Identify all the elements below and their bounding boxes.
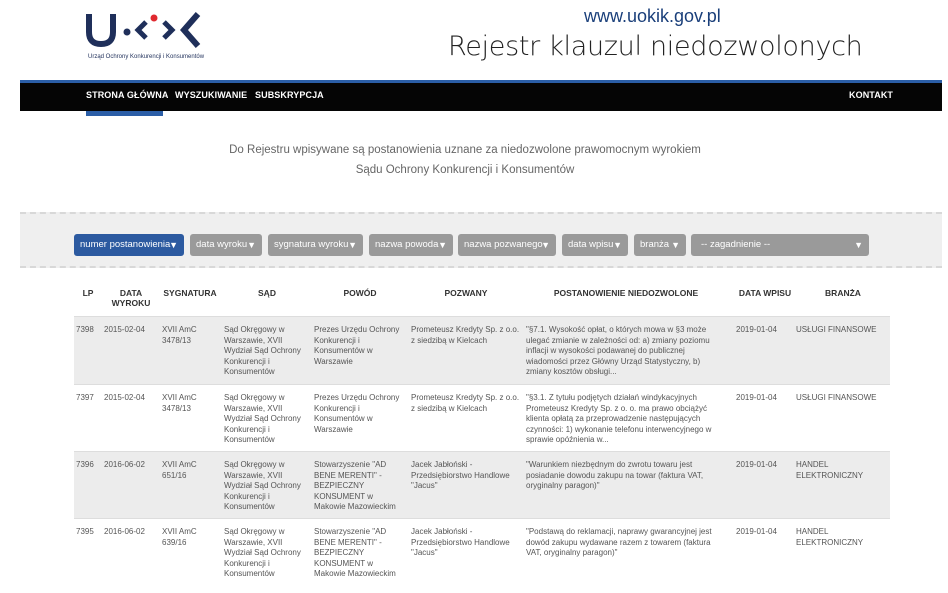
cell-postanowienie: "Podstawą do reklamacji, naprawy gwarancyjnej jest dowód zakupu wydawane razem z towarem (faktura VAT, oryginalny paragon)" [526,527,712,557]
cell-pozwany: Jacek Jabłoński - Przedsiębiorstwo Handlowe "Jacus" [411,527,510,557]
cell-sygnatura: XVII AmC 3478/13 [162,393,197,413]
filter-label: sygnatura wyroku [274,239,349,250]
filter-label: -- zagadnienie -- [701,239,771,250]
cell-data-wpisu: 2019-01-04 [736,393,777,402]
cell-data-wyroku: 2016-06-02 [104,460,145,469]
cell-sygnatura: XVII AmC 639/16 [162,527,197,547]
page-title: Rejestr klauzul niedozwolonych [448,31,863,62]
header-postanowienie: POSTANOWIENIE NIEDOZWOLONE [553,288,699,298]
cell-data-wpisu: 2019-01-04 [736,460,777,469]
header-powod: POWÓD [343,288,377,298]
cell-sad: Sąd Okręgowy w Warszawie, XVII Wydział Sąd Ochrony Konkurencji i Konsumentów [224,527,301,578]
cell-powod: Stowarzyszenie "AD BENE MERENTI" - BEZPIECZNY KONSUMENT w Makowie Mazowieckim [314,460,396,511]
cell-postanowienie: "Warunkiem niezbędnym do zwrotu towaru jest posiadanie dowodu zakupu na towar (faktura VAT, oryginalny paragon)" [526,460,704,490]
filter-branza[interactable] [634,234,686,256]
cell-powod: Prezes Urzędu Ochrony Konkurencji i Konsumentów w Warszawie [314,393,400,434]
filter-nazwa-powoda[interactable] [369,234,453,256]
filter-data-wyroku[interactable] [190,234,262,256]
cell-data-wyroku: 2015-02-04 [104,325,145,334]
cell-pozwany: Prometeusz Kredyty Sp. z o.o. z siedzibą w Kielcach [411,325,520,345]
cell-sygnatura: XVII AmC 3478/13 [162,325,197,345]
logo-caption: Urząd Ochrony Konkurencji i Konsumentów [88,54,205,60]
table-row[interactable] [74,518,890,586]
cell-sad: Sąd Okręgowy w Warszawie, XVII Wydział Sąd Ochrony Konkurencji i Konsumentów [224,460,301,511]
cell-postanowienie: "§7.1. Wysokość opłat, o których mowa w §3 może ulegać zmianie w zależności od: a) zmiany poziomu inflacji w wysokości podawanej do publicznej wiadomości przez Główny Urząd Statystyczny, b) zmiany kosztów obsługi... [526,325,710,376]
intro-line-2: Sądu Ochrony Konkurencji i Konsumentów [355,164,575,176]
caret-down-icon: ▼ [854,240,863,250]
nav-item-strona-glowna[interactable]: STRONA GŁÓWNA [86,90,169,100]
caret-down-icon: ▼ [348,240,357,250]
filter-label: numer postanowienia [80,239,171,250]
header-sygnatura: SYGNATURA [163,288,217,298]
header-branza: BRANŻA [825,288,861,298]
uokik-logo[interactable] [86,10,226,65]
filter-label: data wyroku [196,239,248,250]
caret-down-icon: ▼ [169,240,178,250]
nav-active-indicator [86,111,163,116]
table-row[interactable] [74,316,890,384]
intro-line-1: Do Rejestru wpisywane są postanowienia uznane za niedozwolone prawomocnym wyrokiem [229,144,701,156]
cell-lp: 7395 [76,527,94,536]
cell-data-wyroku: 2015-02-04 [104,393,145,402]
caret-down-icon: ▼ [671,240,680,250]
table-row[interactable] [74,384,890,451]
header-data-wpisu: DATA WPISU [738,288,792,298]
header-sad: SĄD [258,288,276,298]
cell-sad: Sąd Okręgowy w Warszawie, XVII Wydział Sąd Ochrony Konkurencji i Konsumentów [224,393,301,444]
filter-numer-postanowienia[interactable] [74,234,184,256]
intro-text [150,140,780,180]
cell-postanowienie: "§3.1. Z tytułu podjętych działań windykacyjnych Prometeusz Kredyty Sp. z o. o. ma prawo obciążyć klienta opłatą za przeprowadzenie następujących czynności: 1) wykonanie telefonu interwencyjnego w sprawie opóźnienia w... [526,393,712,444]
cell-data-wpisu: 2019-01-04 [736,325,777,334]
header-data-wyroku: DATA WYROKU [111,288,151,308]
cell-branza: USŁUGI FINANSOWE [796,393,877,402]
filter-label: branża [640,239,670,250]
filter-nazwa-pozwanego[interactable] [458,234,556,256]
filter-zagadnienie[interactable] [691,234,869,256]
nav-item-kontakt[interactable]: KONTAKT [849,90,894,100]
cell-powod: Stowarzyszenie "AD BENE MERENTI" - BEZPIECZNY KONSUMENT w Makowie Mazowieckim [314,527,396,578]
cell-powod: Prezes Urzędu Ochrony Konkurencji i Konsumentów w Warszawie [314,325,400,366]
uokik-logo-mark [86,10,211,50]
caret-down-icon: ▼ [247,240,256,250]
filter-label: data wpisu [568,239,614,250]
table-row[interactable] [74,451,890,518]
cell-pozwany: Jacek Jabłoński - Przedsiębiorstwo Handlowe "Jacus" [411,460,510,490]
cell-data-wyroku: 2016-06-02 [104,527,145,536]
nav-item-wyszukiwanie[interactable]: WYSZUKIWANIE [175,90,248,100]
caret-down-icon: ▼ [613,240,622,250]
cell-lp: 7396 [76,460,94,469]
caret-down-icon: ▼ [438,240,447,250]
cell-sad: Sąd Okręgowy w Warszawie, XVII Wydział Sąd Ochrony Konkurencji i Konsumentów [224,325,301,376]
header-lp: LP [82,288,94,298]
filter-sygnatura-wyroku[interactable] [268,234,363,256]
filter-label: nazwa pozwanego [464,239,543,250]
header-pozwany: POZWANY [444,288,488,298]
caret-down-icon: ▼ [541,240,550,250]
page-header [0,0,948,80]
cell-sygnatura: XVII AmC 651/16 [162,460,197,480]
cell-branza: HANDEL ELEKTRONICZNY [796,460,864,480]
cell-branza: HANDEL ELEKTRONICZNY [796,527,864,547]
cell-data-wpisu: 2019-01-04 [736,527,777,536]
site-url[interactable]: www.uokik.gov.pl [584,6,721,26]
filter-label: nazwa powoda [375,239,439,250]
main-nav [20,80,942,111]
cell-pozwany: Prometeusz Kredyty Sp. z o.o. z siedzibą w Kielcach [411,393,520,413]
cell-branza: USŁUGI FINANSOWE [796,325,877,334]
filter-data-wpisu[interactable] [562,234,628,256]
cell-lp: 7398 [76,325,94,334]
cell-lp: 7397 [76,393,94,402]
nav-item-subskrypcja[interactable]: SUBSKRYPCJA [255,90,324,100]
